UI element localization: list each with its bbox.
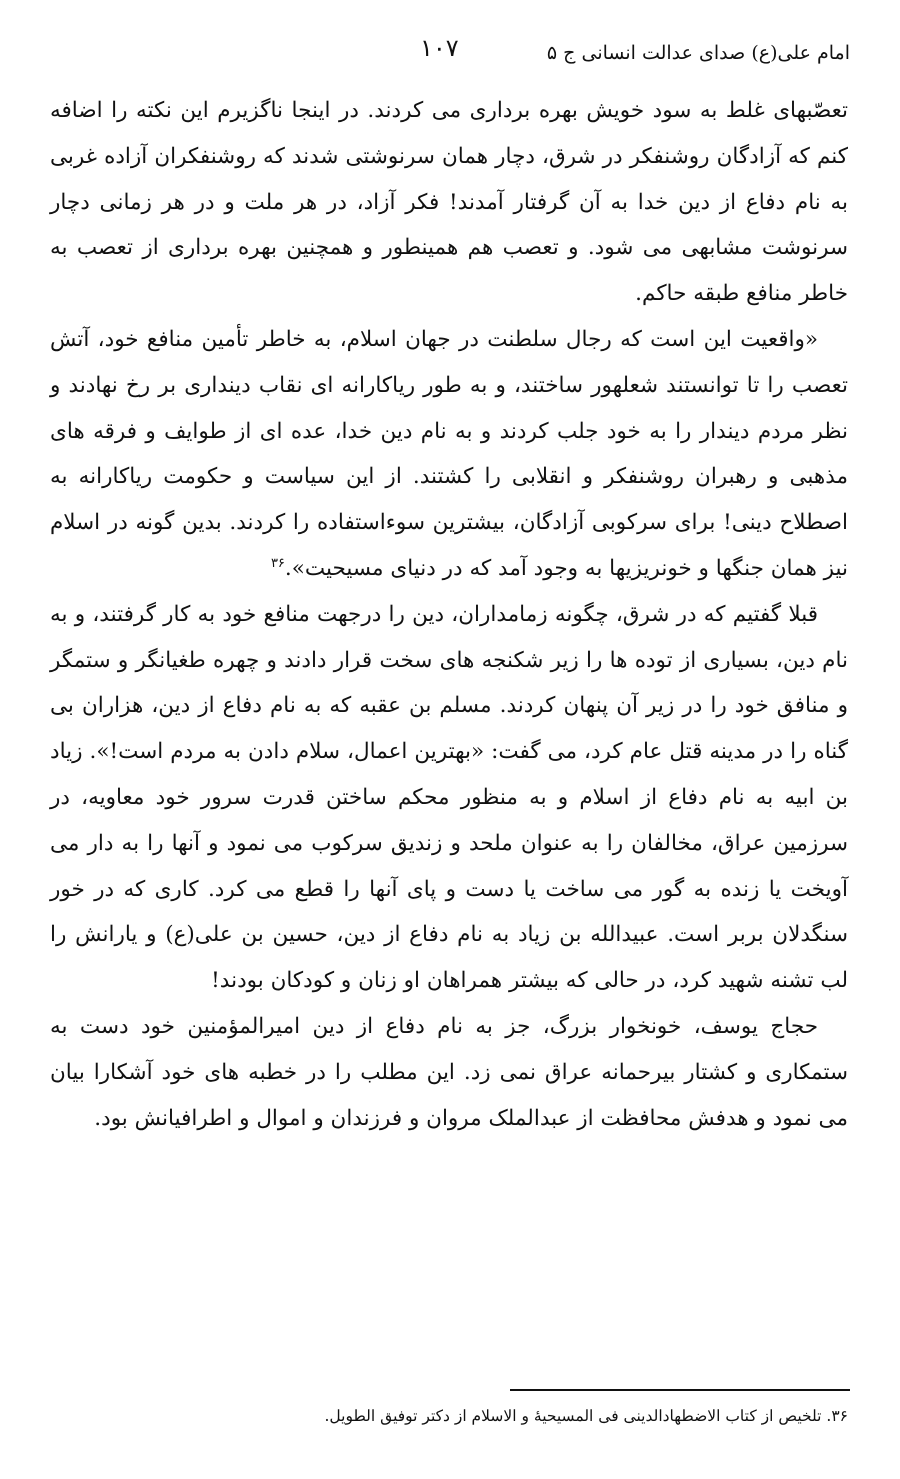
paragraph-1 — [50, 88, 848, 317]
running-title: امام علی(ع) صدای عدالت انسانی ج ۵ — [546, 42, 850, 64]
footnote-reference: ۳۶ — [270, 555, 285, 571]
paragraph-text: تعصّبهای غلط به سود خویش بهره برداری می کردند. در اینجا ناگزیرم این نکته را اضافه کنم که آزادگان روشنفکر در شرق، دچار همان سرنوشتی شدند که روشنفکران آزاده غربی به نام دفاع از دین خدا به آن گرفتار آمدند! فکر آزاد، در هر ملت و در هر زمانی دچار سرنوشت مشابهی می شود. و تعصب هم همینطور و همچنین بهره برداری از تعصب به خاطر منافع طبقه حاکم. — [50, 98, 848, 307]
paragraph-text: «واقعیت این است که رجال سلطنت در جهان اسلام، به خاطر تأمین منافع خود، آتش تعصب را تا توانستند شعلهور ساختند، و به طور ریاکارانه ای نقاب دینداری بر رخ نهادند و نظر مردم دیندار را به خود جلب کردند و به نام دین خدا، عده ای از طوایف و فرقه های مذهبی و رهبران روشنفکر و انقلابی را کشتند. از این سیاست و حکومت ریاکارانه به اصطلاح دینی! برای سرکوبی آزادگان، بیشترین سوءاستفاده را کردند. بدین گونه در اسلام نیز همان جنگها و خونریزیها به وجود آمد که در دنیای مسیحیت». — [50, 326, 848, 581]
paragraph-3 — [50, 592, 848, 1004]
paragraph-2-quote — [50, 317, 848, 592]
paragraph-text: قبلا گفتیم که در شرق، چگونه زمامداران، دین را درجهت منافع خود به کار گرفتند، و به نام دین، بسیاری از توده ها را زیر شکنجه های سخت قرار دادند و چهره طغیانگر و ستمگر و منافق خود را در زیر آن پنهان کردند. مسلم بن عقبه که به نام دفاع از دین، هزاران بی گناه را در مدینه قتل عام کرد، می گفت: «بهترین اعمال، سلام دادن به مردم است!». زیاد بن ابیه به نام دفاع از اسلام و به منظور محکم ساختن قدرت سرور خود معاویه، در سرزمین عراق، مخالفان را به عنوان ملحد و زندیق سرکوب می نمود و آنها را به دار می آویخت یا زنده به گور می ساخت یا دست و پای آنها را قطع می کرد. کاری که در خور سنگدلان بربر است. عبیدالله بن زیاد به نام دفاع از دین، حسین بن علی(ع) و یارانش را لب تشنه شهید کرد، در حالی که بیشتر همراهان او زنان و کودکان بودند! — [50, 601, 848, 994]
paragraph-text: حجاج یوسف، خونخوار بزرگ، جز به نام دفاع از دین امیرالمؤمنین خود دست به ستمکاری و کشتار بیرحمانه عراق نمی زد. این مطلب را در خطبه های خود آشکارا بیان می نمود و هدفش محافظت از عبدالملک مروان و فرزندان و اموال و اطرافیانش بود. — [50, 1013, 848, 1131]
page-header — [0, 28, 900, 78]
paragraph-4 — [50, 1004, 848, 1141]
footnote-divider — [510, 1389, 850, 1391]
footnote: ۳۶. تلخیص از کتاب الاضطهادالدینی فی المسیحیهٔ و الاسلام از دکتر توفیق الطویل. — [324, 1407, 848, 1425]
page-number: ۱۰۷ — [420, 34, 459, 62]
body-text — [50, 88, 848, 1141]
